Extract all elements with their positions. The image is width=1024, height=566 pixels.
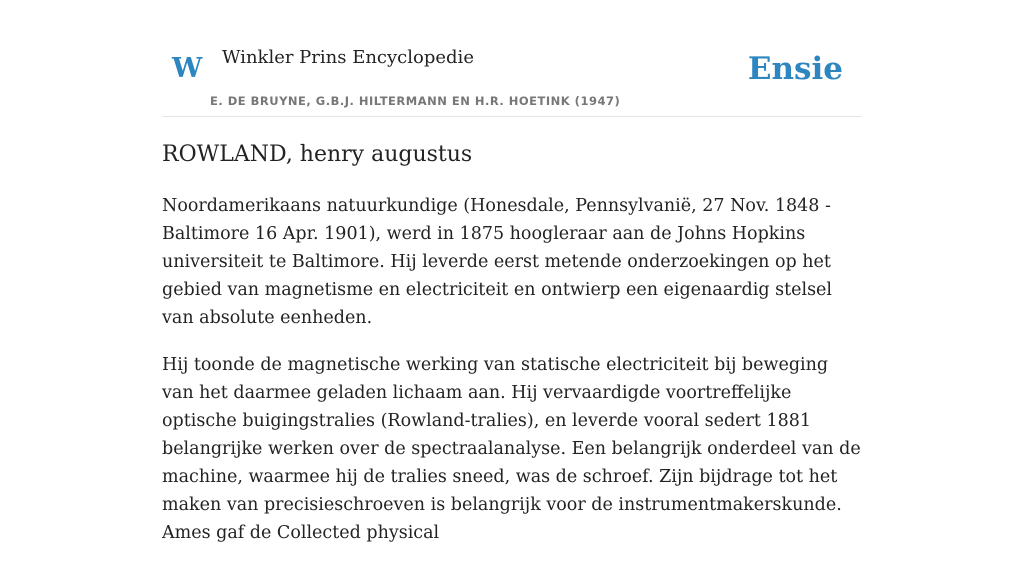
article-paragraph: Noordamerikaans natuurkundige (Honesdale, Pennsylvanië, 27 Nov. 1848 - Baltimore 16 Apr. 1901), werd in 1875 hoogleraar aan de Johns Hopkins universiteit te Baltimore. Hij leverde eerst metende onderzoekingen op het gebied van magnetisme en electriciteit en ontwierp een eigenaardig stelsel van absolute eenheden. xyxy=(162,196,833,328)
source-title[interactable]: Winkler Prins Encyclopedie xyxy=(222,47,474,68)
source-authors: E. DE BRUYNE, G.B.J. HILTERMANN EN H.R. HOETINK (1947) xyxy=(210,94,621,108)
article-paragraph: Hij toonde de magnetische werking van statische electriciteit bij beweging van het daarmee geladen lichaam aan. Hij vervaardigde voortreffelijke optische buigingstralies (Rowland-tralies), en leverde vooral sedert 1881 belangrijke werken over de spectraalanalyse. Een belangrijk onderdeel van de machine, waarmee hij de tralies sneed, was de schroef. Zijn bijdrage tot het maken van precisieschroeven is belangrijk voor de instrumentmakerskunde. Ames gaf de Collected physical xyxy=(162,355,861,543)
article-body xyxy=(162,192,862,566)
winkler-prins-logo[interactable]: W xyxy=(172,53,203,84)
source-header xyxy=(162,0,862,117)
article-title: ROWLAND, henry augustus xyxy=(162,142,473,167)
page xyxy=(162,0,862,543)
ensie-logo[interactable]: Ensie xyxy=(747,51,843,87)
